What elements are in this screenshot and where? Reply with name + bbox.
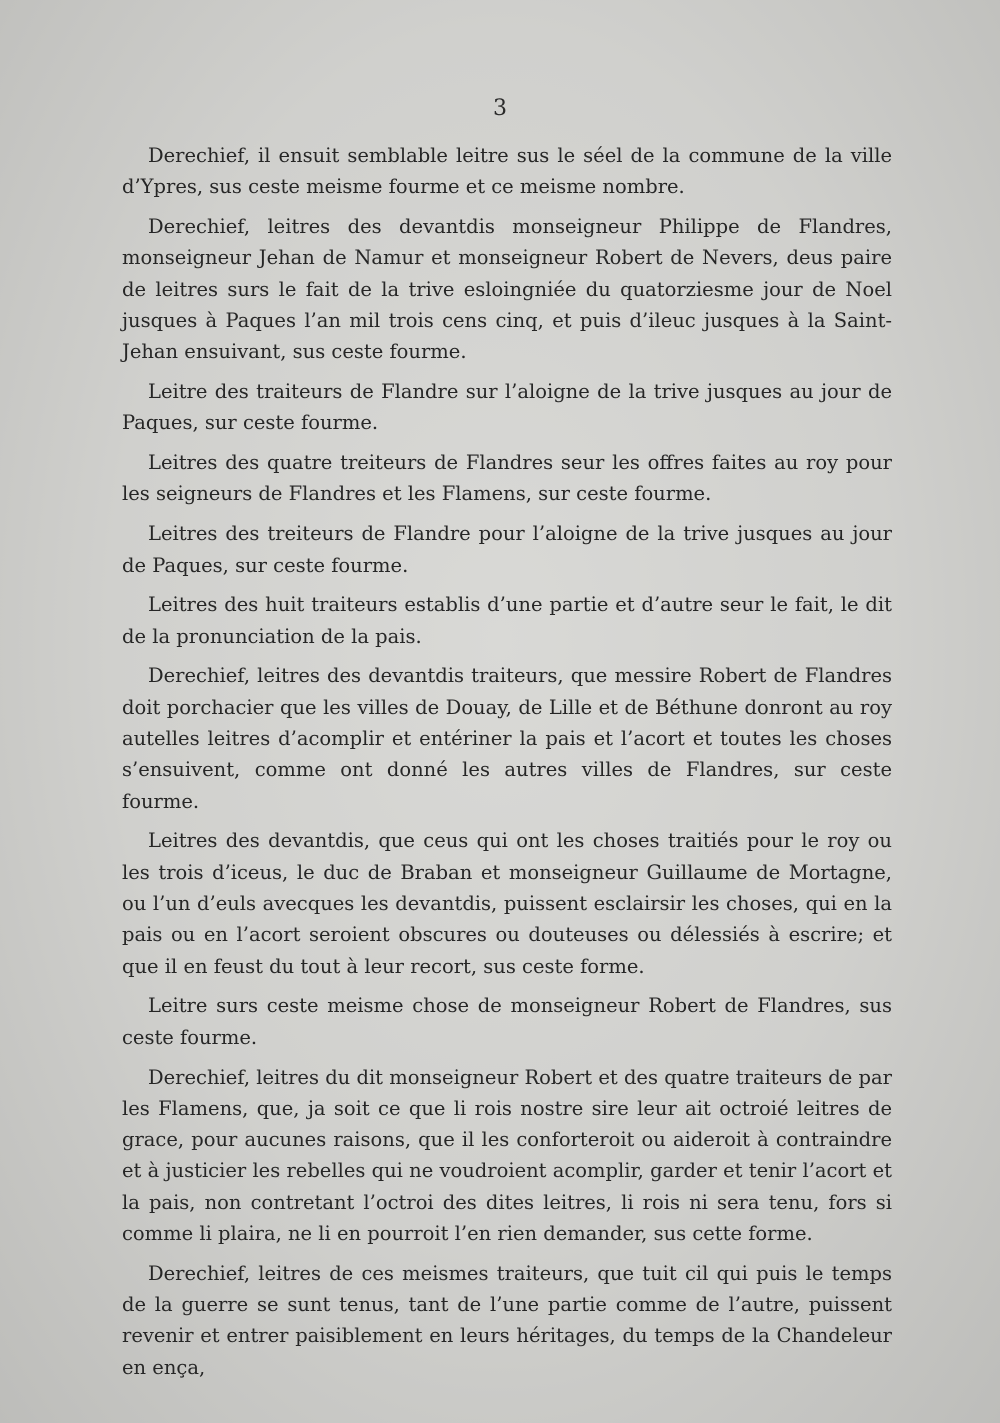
paragraph: Derechief, leitres du dit monseigneur Robert et des quatre traiteurs de par les Flamens, que, ja soit ce que li rois nostre sire leur ait octroié leitres de grace, pour aucunes raisons, que il les conforteroit ou aideroit à contraindre et à justicier les rebelles qui ne voudroient acomplir, garder et tenir l’acort et la pais, non contretant l’octroi des dites leitres, li rois ni sera tenu, fors si comme li plaira, ne li en pourroit l’en rien demander, sus cette forme. xyxy=(122,1065,892,1245)
paragraph: Leitre surs ceste meisme chose de monseigneur Robert de Flandres, sus ceste fourme. xyxy=(122,994,892,1049)
page-number: 3 xyxy=(493,96,507,121)
paragraph: Leitre des traiteurs de Flandre sur l’aloigne de la trive jusques au jour de Paques, sur ceste fourme. xyxy=(122,380,892,435)
paragraph: Derechief, leitres de ces meismes traiteurs, que tuit cil qui puis le temps de la guerre se sunt tenus, tant de l’une partie comme de l’autre, puissent revenir et entrer paisiblement en leurs héritages, du temps de la Chandeleur en ença, xyxy=(122,1261,892,1379)
paragraph: Leitres des devantdis, que ceus qui ont les choses traitiés pour le roy ou les trois d’iceus, le duc de Braban et monseigneur Guillaume de Mortagne, ou l’un d’euls avecques les devantdis, puissent esclairsir les choses, qui en la pais ou en l’acort seroient obscures ou douteuses ou délessiés à escrire; et que il en feust du tout à leur recort, sus ceste forme. xyxy=(122,829,892,978)
paragraph: Derechief, leitres des devantdis monseigneur Philippe de Flandres, monseigneur Jehan de Namur et monseigneur Robert de Nevers, deus paire de leitres surs le fait de la trive esloingniée du quatorziesme jour de Noel jusques à Paques l’an mil trois cens cinq, et puis d’ileuc jusques à la Saint-Jehan ensuivant, sus ceste fourme. xyxy=(122,215,892,364)
paragraph: Derechief, leitres des devantdis traiteurs, que messire Robert de Flandres doit porchacier que les villes de Douay, de Lille et de Béthune donront au roy autelles leitres d’acomplir et entériner la pais et l’acort et toutes les choses s’ensuivent, comme ont donné les autres villes de Flandres, sur ceste fourme. xyxy=(122,664,892,813)
paragraph: Leitres des treiteurs de Flandre pour l’aloigne de la trive jusques au jour de Paques, sur ceste fourme. xyxy=(122,522,892,577)
body-text xyxy=(122,140,892,1391)
paragraph: Leitres des quatre treiteurs de Flandres seur les offres faites au roy pour les seigneurs de Flandres et les Flamens, sur ceste fourme. xyxy=(122,451,892,506)
paragraph: Derechief, il ensuit semblable leitre sus le séel de la commune de la ville d’Ypres, sus ceste meisme fourme et ce meisme nombre. xyxy=(122,144,892,199)
paragraph: Leitres des huit traiteurs establis d’une partie et d’autre seur le fait, le dit de la pronunciation de la pais. xyxy=(122,593,892,648)
